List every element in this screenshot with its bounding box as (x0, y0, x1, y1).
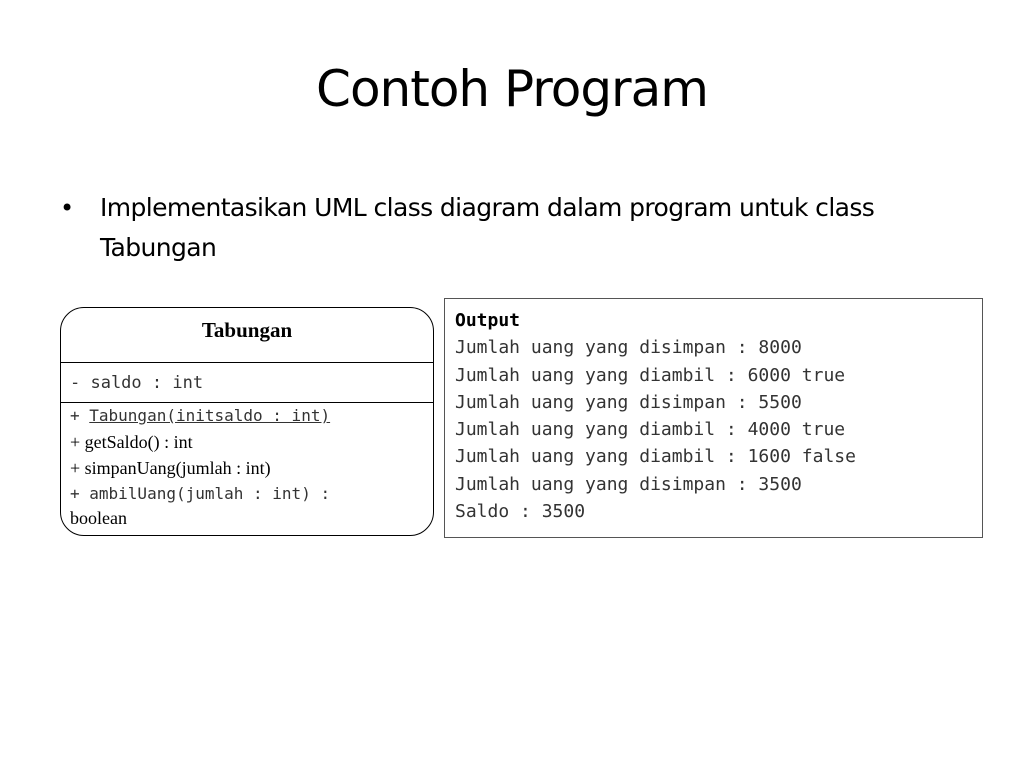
uml-method-constructor (70, 403, 427, 429)
bullet-icon: • (60, 194, 74, 222)
bullet-point (60, 188, 940, 268)
uml-attributes-section (61, 363, 433, 403)
uml-attribute-saldo: - saldo : int (70, 373, 204, 393)
uml-method-getsaldo: + getSaldo() : int (70, 432, 193, 452)
slide-title: Contoh Program (316, 60, 708, 118)
uml-method-visibility: + (70, 406, 90, 425)
uml-method-ambiluang-return: boolean (70, 508, 127, 528)
output-heading: Output (455, 310, 521, 331)
output-line: Jumlah uang yang disimpan : 8000 (455, 337, 802, 359)
uml-constructor-signature: Tabungan(initsaldo : int) (89, 406, 331, 425)
output-line: Jumlah uang yang diambil : 4000 true (455, 419, 846, 441)
uml-methods-section (61, 403, 433, 529)
output-line: Jumlah uang yang diambil : 6000 true (455, 364, 846, 386)
output-line: Jumlah uang yang diambil : 1600 false (455, 446, 856, 468)
output-box (444, 298, 983, 538)
output-line: Jumlah uang yang disimpan : 5500 (455, 391, 802, 413)
output-line: Saldo : 3500 (455, 501, 586, 523)
uml-class-name: Tabungan (61, 308, 433, 363)
uml-method-ambiluang: + ambilUang(jumlah : int) : (70, 484, 331, 503)
uml-class-box (60, 307, 434, 536)
uml-method-simpanuang: + simpanUang(jumlah : int) (70, 458, 271, 478)
output-line: Jumlah uang yang disimpan : 3500 (455, 473, 802, 495)
bullet-text: Implementasikan UML class diagram dalam program untuk class Tabungan (100, 193, 875, 262)
